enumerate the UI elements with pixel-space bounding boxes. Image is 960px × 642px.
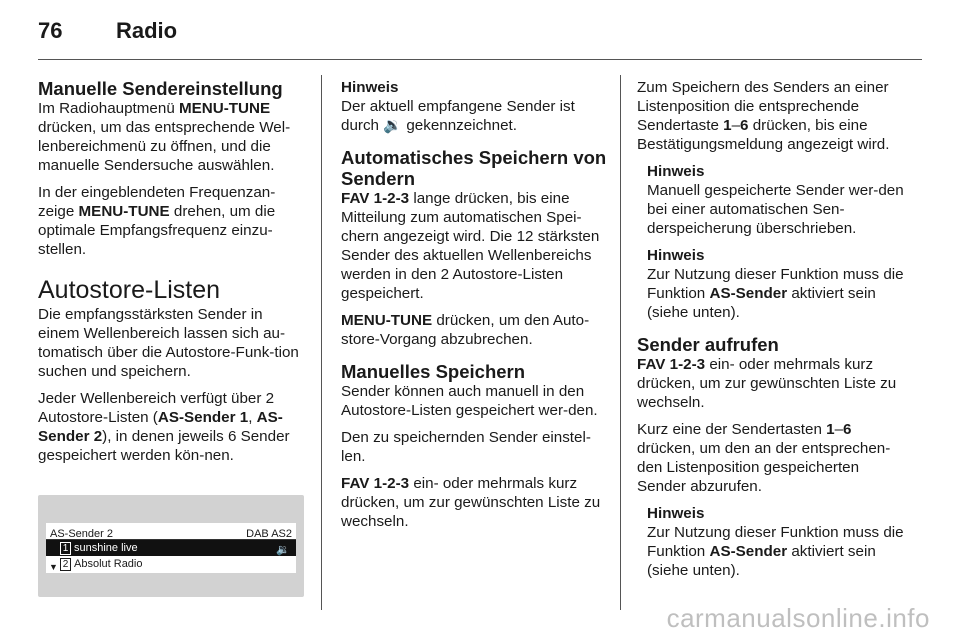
- column-divider: [620, 75, 621, 610]
- column-2: [341, 78, 609, 539]
- section-title: Radio: [116, 18, 178, 43]
- note-text: Der aktuell empfangene Sender ist durch 🔉 gekennzeichnet.: [341, 98, 575, 134]
- lcd-header: [46, 523, 296, 540]
- paragraph: Den zu speichernden Sender einstel-len.: [341, 429, 591, 465]
- note: [341, 78, 609, 135]
- preset-number: 1: [60, 542, 71, 555]
- radio-display-image: [38, 495, 304, 597]
- band-label: DAB AS2: [246, 528, 292, 540]
- autostore-list-title: AS-Sender 2: [50, 528, 113, 540]
- watermark: carmanualsonline.info: [666, 603, 930, 633]
- header-divider: [38, 59, 922, 60]
- speaker-icon: 🔉: [276, 544, 290, 556]
- paragraph: Im Radiohauptmenü MENU-TUNE drücken, um das entsprechende Wel-lenbereichmenü zu öffnen, und die manuelle Sendersuche auswählen.: [38, 100, 291, 174]
- paragraph: Jeder Wellenbereich verfügt über 2 Autostore-Listen (AS-Sender 1, AS-Sender 2), in denen jeweils 6 Sender gespeichert werden kön-nen.: [38, 390, 290, 464]
- paragraph: FAV 1-2-3 ein- oder mehrmals kurz drücken, um zur gewünschten Liste zu wechseln.: [637, 356, 897, 411]
- lcd-screen: [46, 523, 296, 573]
- note-title: Hinweis: [647, 163, 705, 180]
- paragraph: Zum Speichern des Senders an einer Listenposition die entsprechende Sendertaste 1–6 drücken, bis eine Bestätigungsmeldung angezeigt wird.: [637, 79, 890, 153]
- note: [647, 162, 907, 238]
- note-title: Hinweis: [341, 79, 399, 96]
- note-text: Zur Nutzung dieser Funktion muss die Funktion AS-Sender aktiviert sein (siehe unten).: [647, 524, 904, 579]
- heading-manual-save: Manuelles Speichern: [341, 361, 526, 382]
- paragraph: FAV 1-2-3 ein- oder mehrmals kurz drücken, um zur gewünschten Liste zu wechseln.: [341, 475, 601, 530]
- note-title: Hinweis: [647, 247, 705, 264]
- note: [647, 504, 907, 580]
- note-text: Zur Nutzung dieser Funktion muss die Funktion AS-Sender aktiviert sein (siehe unten).: [647, 266, 904, 321]
- station-row: [46, 556, 296, 572]
- paragraph: Die empfangsstärksten Sender in einem Wellenbereich lassen sich au-tomatisch über die Autostore-Funk-tion suchen und speichern.: [38, 306, 299, 380]
- column-divider: [321, 75, 322, 610]
- column-3: [637, 78, 907, 588]
- heading-manual-tuning: Manuelle Sendereinstellung: [38, 78, 283, 99]
- page-number: 76: [38, 18, 63, 43]
- note: [647, 246, 907, 322]
- paragraph: In der eingeblendeten Frequenzan-zeige MENU-TUNE drehen, um die optimale Empfangsfrequenz einzu-stellen.: [38, 184, 276, 258]
- heading-autostore: Autostore-Listen: [38, 276, 221, 304]
- paragraph: Sender können auch manuell in den Autostore-Listen gespeichert wer-den.: [341, 383, 598, 419]
- note-text: Manuell gespeicherte Sender wer-den bei einer automatischen Sen-derspeicherung überschrieben.: [647, 182, 904, 237]
- paragraph: MENU-TUNE drücken, um den Auto-store-Vorgang abzubrechen.: [341, 312, 590, 348]
- column-1: [38, 78, 306, 597]
- paragraph: FAV 1-2-3 lange drücken, bis eine Mitteilung zum automatischen Spei-chern angezeigt wird. Die 12 stärksten Sender des aktuellen Wellenbereichs werden in den 2 Autostore-Listen gespeichert.: [341, 190, 600, 302]
- paragraph: Kurz eine der Sendertasten 1–6 drücken, um den an der entsprechen-den Listenposition gespeicherten Sender abzurufen.: [637, 421, 891, 495]
- station-name: sunshine live: [74, 541, 138, 554]
- heading-auto-save: Automatisches Speichern von Sendern: [341, 147, 607, 189]
- down-arrow-icon: ▼: [49, 562, 58, 572]
- page-header: [38, 18, 177, 48]
- station-name: Absolut Radio: [74, 557, 143, 570]
- preset-number: 2: [60, 558, 71, 571]
- note-title: Hinweis: [647, 505, 705, 522]
- heading-recall: Sender aufrufen: [637, 334, 779, 355]
